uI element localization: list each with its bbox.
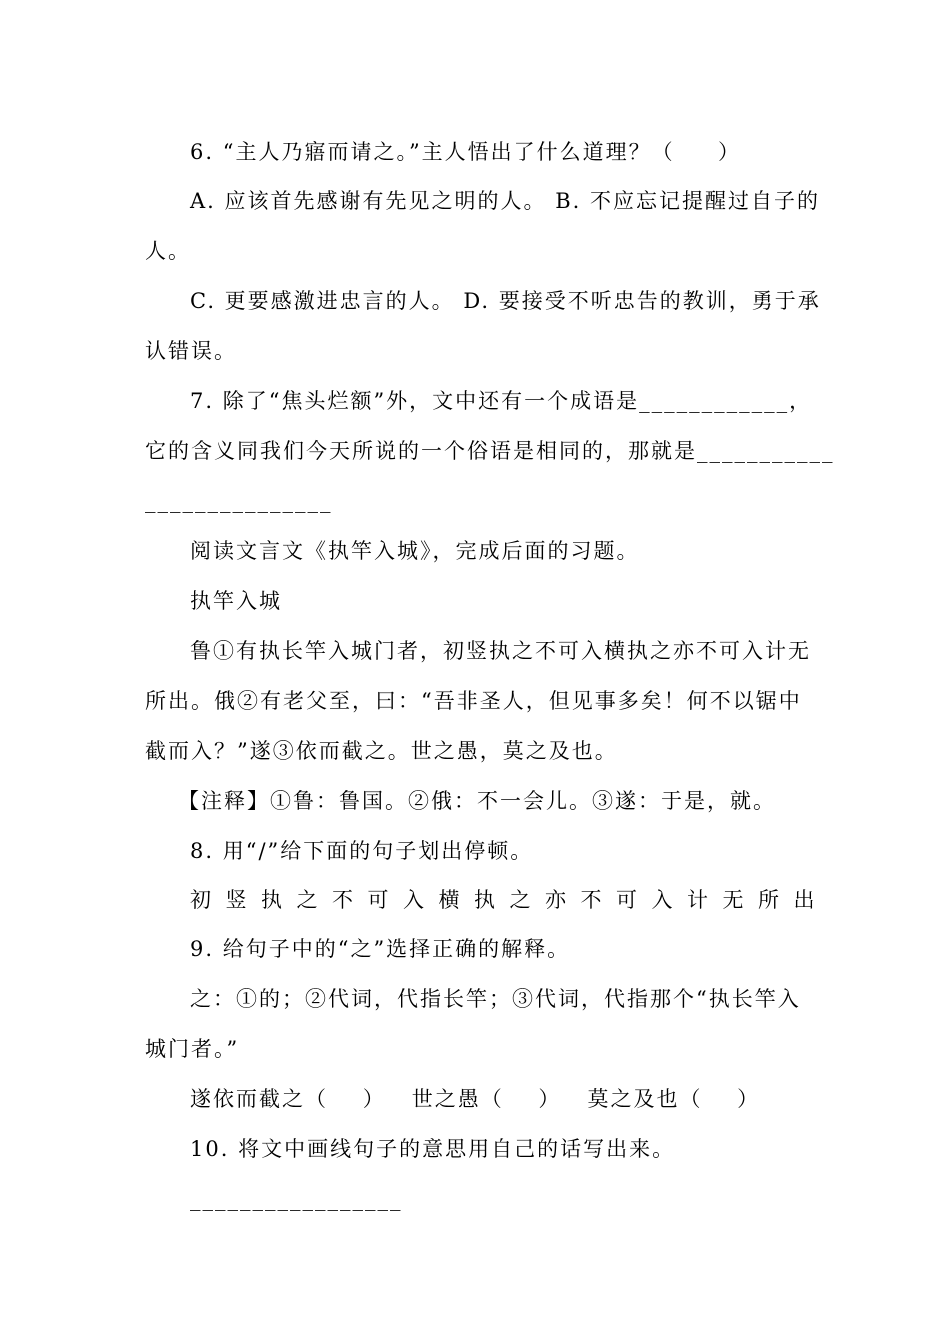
q6-options-ab-line1: A. 应该首先感谢有先见之明的人。 B. 不应忘记提醒过自子的: [190, 189, 820, 213]
q9-definitions-line1: 之：①的；②代词，代指长竿；③代词，代指那个“执长竿入: [190, 987, 801, 1011]
q6-options-ab-line2: 人。: [145, 239, 191, 263]
reading-intro: 阅读文言文《执竿入城》，完成后面的习题。: [190, 539, 640, 563]
q6-stem: 6. “主人乃寤而请之。”主人悟出了什么道理？（ ）: [190, 140, 742, 164]
q7-line3: _______________: [145, 489, 333, 513]
q10-stem: 10. 将文中画线句子的意思用自己的话写出来。: [190, 1137, 676, 1161]
q9-stem: 9. 给句子中的“之”选择正确的解释。: [190, 937, 571, 961]
q9-items: 遂依而截之（ ） 世之愚（ ） 莫之及也（ ）: [190, 1087, 761, 1111]
q8-sentence: 初竖执之不可入横执之亦不可入计无所出: [190, 888, 829, 912]
q10-answer-blank: _________________: [190, 1187, 403, 1211]
q6-options-cd-line2: 认错误。: [145, 339, 237, 363]
passage-line1: 鲁①有执长竿入城门者，初竖执之不可入横执之亦不可入计无: [190, 639, 811, 663]
passage-title: 执竿入城: [190, 589, 282, 613]
passage-line2: 所出。俄②有老父至，曰：“吾非圣人，但见事多矣！何不以锯中: [145, 689, 802, 713]
passage-line3: 截而入？”遂③依而截之。世之愚，莫之及也。: [145, 739, 618, 763]
q8-stem: 8. 用“/”给下面的句子划出停顿。: [190, 839, 534, 863]
passage-notes: 【注释】①鲁：鲁国。②俄：不一会儿。③遂：于是，就。: [178, 789, 776, 813]
q7-line2: 它的含义同我们今天所说的一个俗语是相同的，那就是___________: [145, 439, 835, 463]
q9-definitions-line2: 城门者。”: [145, 1037, 240, 1061]
q7-line1: 7. 除了“焦头烂额”外，文中还有一个成语是____________，: [190, 389, 813, 413]
q6-options-cd-line1: C. 更要感激进忠言的人。 D. 要接受不听忠告的教训，勇于承: [190, 289, 821, 313]
